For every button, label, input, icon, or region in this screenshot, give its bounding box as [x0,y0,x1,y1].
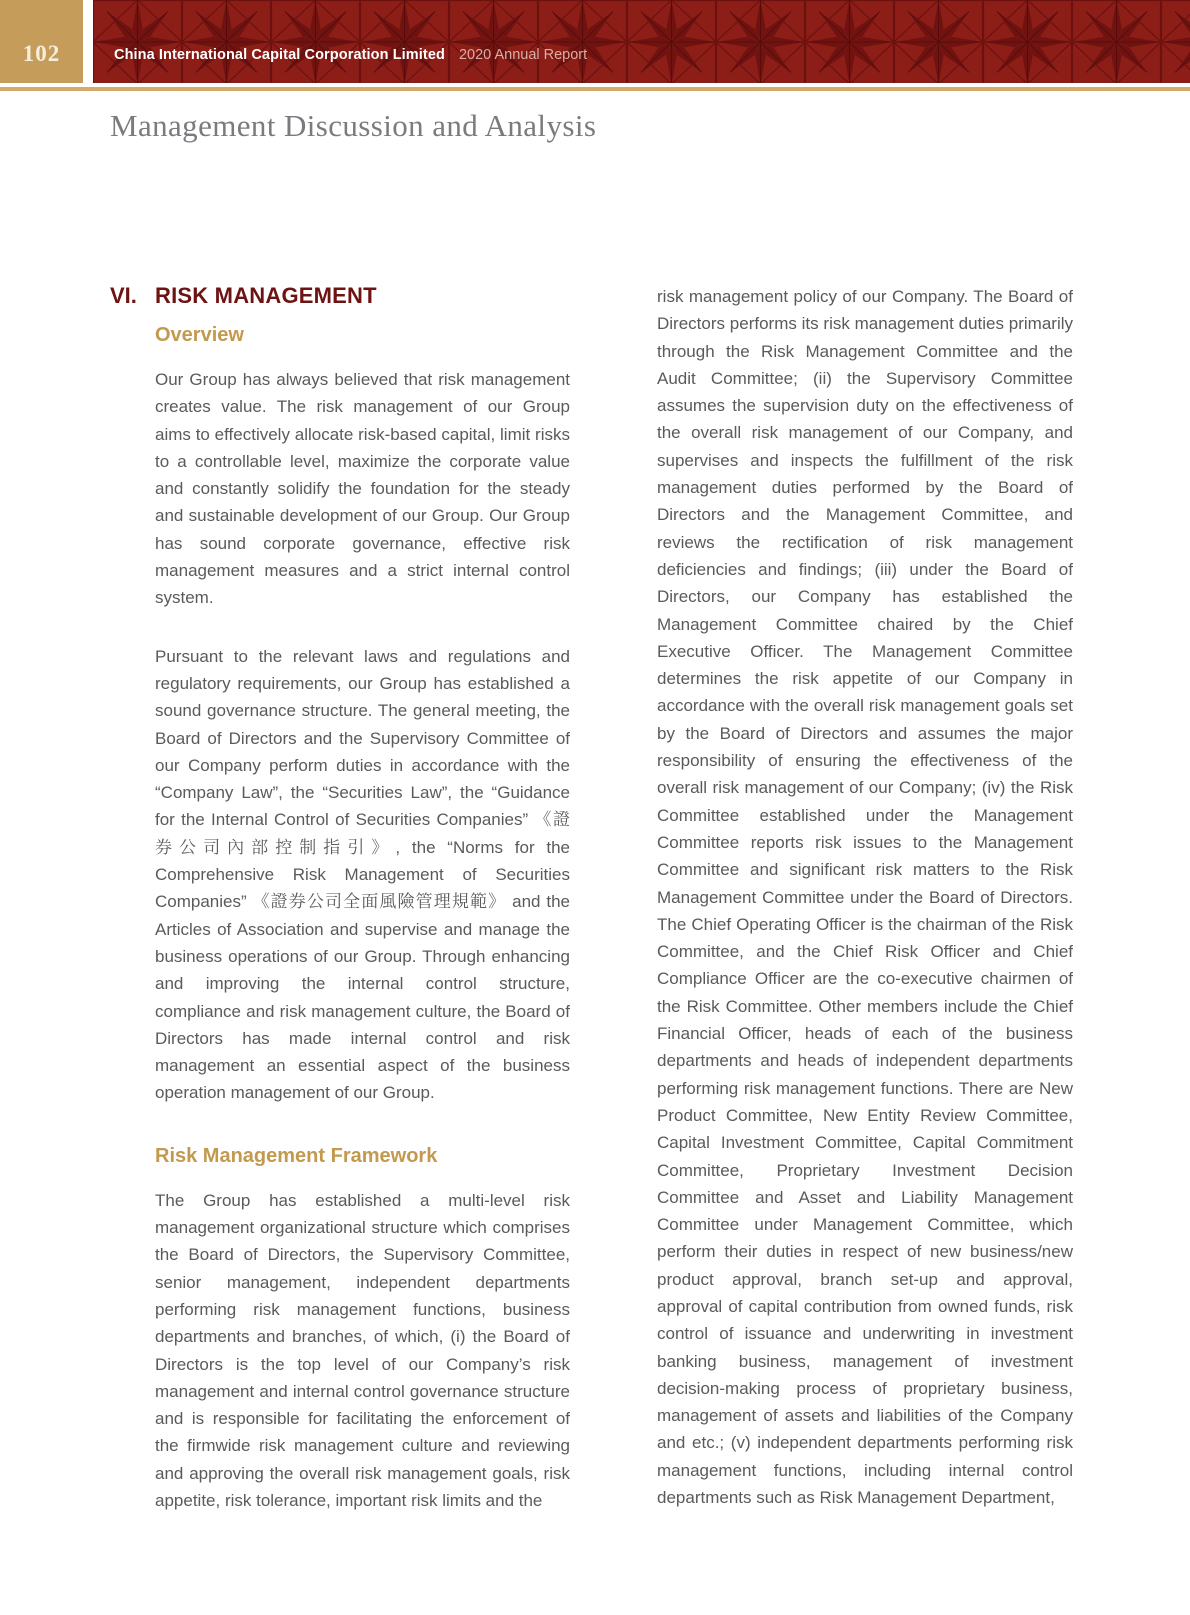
section-number: VI. [110,283,137,308]
paragraph: Our Group has always believed that risk management creates value. The risk management of our Group aims to effectively allocate risk-based capital, limit risks to a controllable level, maximize the corporate value and constantly solidify the foundation for the steady and sustainable development of our Group. Our Group has sound corporate governance, effective risk management measures and a strict internal control system. [155,370,570,608]
subsection-heading-overview: Overview [155,324,244,346]
page-title: Management Discussion and Analysis [110,108,597,143]
page-content [110,283,1073,1514]
page-number: 102 [22,41,61,66]
page-header [0,0,1190,83]
column-gutter [570,283,657,1514]
paragraph: The Group has established a multi-level risk management organizational structure which comprises the Board of Directors, the Supervisory Committee, senior management, independent departments performing risk management functions, business departments and branches, of which, (i) the Board of Directors is the top level of our Company’s risk management and internal control governance structure and is responsible for facilitating the enforcement of the firmwide risk management culture and reviewing and approving the overall risk management goals, risk appetite, risk tolerance, important risk limits and the [155,1190,570,1510]
section-heading [110,283,570,309]
paragraph: risk management policy of our Company. The Board of Directors performs its risk management duties primarily through the Risk Management Committee and the Audit Committee; (ii) the Supervisory Committee assumes the supervision duty on the effectiveness of the overall risk management of our Company, and supervises and inspects the fulfillment of the risk management duties performed by the Board of Directors and the Management Committee, and reviews the rectification of risk management deficiencies and findings; (iii) under the Board of Directors, our Company has established the Management Committee chaired by the Chief Executive Officer. The Management Committee determines the risk appetite of our Company in accordance with the overall risk management goals set by the Board of Directors and assumes the major responsibility of ensuring the effectiveness of the overall risk management of our Company; (iv) the Risk Committee established under the Management Committee reports risk issues to the Management Committee and significant risk matters to the Risk Management Committee under the Board of Directors. The Chief Operating Officer is the chairman of the Risk Committee, and the Chief Risk Officer and Chief Compliance Officer are the co-executive chairmen of the Risk Committee. Other members include the Chief Financial Officer, heads of each of the business departments and heads of independent departments performing risk management functions. There are New Product Committee, New Entity Review Committee, Capital Investment Committee, Capital Commitment Committee, Proprietary Investment Decision Committee and Asset and Liability Management Committee under Management Committee, which perform their duties in respect of new business/new product approval, branch set-up and approval, approval of capital contribution from owned funds, risk control of issuance and underwriting in investment banking business, management of investment decision-making process of proprietary business, management of assets and liabilities of the Company and etc.; (v) independent departments performing risk management functions, including internal control departments such as Risk Management Department, [657,287,1073,1508]
company-name: China International Capital Corporation Limited [114,47,445,63]
gold-divider [0,87,1190,91]
paragraph: Pursuant to the relevant laws and regulations and regulatory requirements, our Group has established a sound governance structure. The general meeting, the Board of Directors and the Supervisory Committee of our Company perform duties in accordance with the “Company Law”, the “Securities Law”, the “Guidance for the Internal Control of Securities Companies” 《證券公司內部控制指引》, the “Norms for the Comprehensive Risk Management of Securities Companies” 《證券公司全面風險管理規範》 and the Articles of Association and supervise and manage the business operations of our Group. Through enhancing and improving the internal control structure, compliance and risk management culture, the Board of Directors has made internal control and risk management an essential aspect of the business operation management of our Group. [155,646,570,1103]
asanoha-pattern-decoration [93,0,1190,83]
section-title: RISK MANAGEMENT [155,283,377,308]
section-body [155,322,570,1514]
right-column [657,283,1073,1514]
subsection-heading-framework: Risk Management Framework [155,1144,438,1167]
header-gap [83,0,93,83]
banner-text [114,46,587,64]
header-banner [93,0,1190,83]
left-column [110,283,570,1514]
page-number-box [0,0,83,83]
report-name: 2020 Annual Report [458,47,588,63]
